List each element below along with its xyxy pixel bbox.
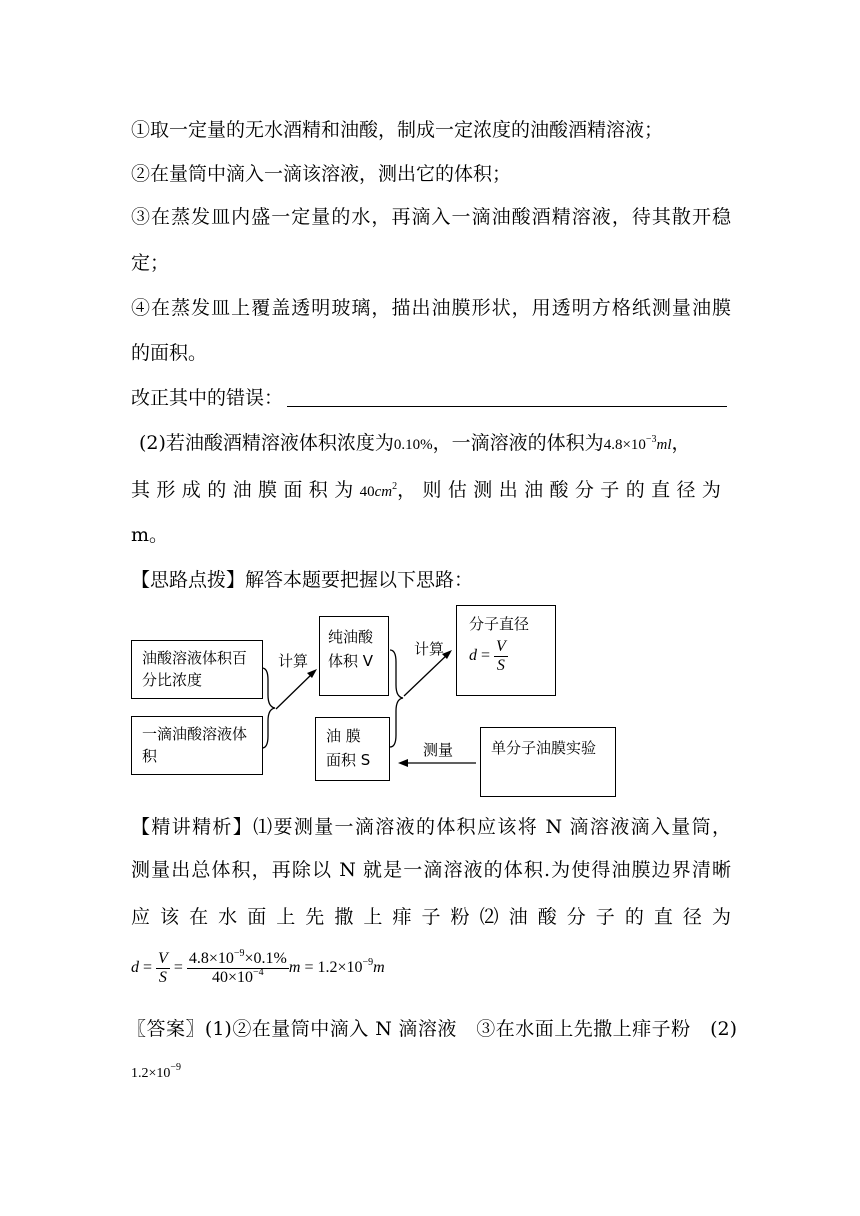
q2-end: ， [671,432,691,454]
hint-heading: 【思路点拨】解答本题要把握以下思路： [131,569,474,591]
step-2: ②在量筒中滴入一滴该溶液，测出它的体积； [131,163,512,185]
q2-volume-exp: −3 [645,434,657,445]
box-percent-concentration: 油酸溶液体积百分比浓度 [131,640,263,699]
af-den-exp: −4 [253,967,264,978]
answer-value [131,1062,182,1082]
answer-value-base: 1.2×10 [131,1066,171,1081]
box-molecule-diameter [456,605,556,696]
analysis-line-2: 测量出总体积，再除以 N 就是一滴溶液的体积.为使得油膜边界清晰 [131,859,731,881]
af-unit-1: m [288,959,301,977]
formula-denominator: S [496,657,505,674]
af-v: V [158,950,168,967]
af-result-exp: −9 [362,957,374,969]
diameter-formula: d = $\frac{V}{S}$ [469,638,506,674]
answer-line: 〖答案〗(1)②在量筒中滴入 N 滴溶液 ③在水面上先撒上痱子粉 (2) [127,1018,737,1040]
q2-volume-unit: ml [656,437,672,453]
formula-numerator: V [496,638,506,655]
box-monolayer-experiment: 单分子油膜实验 [480,727,616,797]
formula-d: d [469,647,477,665]
analysis-formula: d = $\frac{V}{S}$ = $\frac{4.8\times 10^{-9}\times 0.1\%}{40\times 10^{-4}}$ $m = 1.2\times 10^{-9}m$ [131,948,385,986]
af-value-fraction [187,950,289,987]
af-result: = 1.2×10 [304,959,363,977]
box-film-area: 油 膜 面积 S [315,717,390,781]
answer-value-exp: −9 [170,1062,182,1073]
brace-left [262,668,275,748]
af-num-base: 4.8×10 [188,950,234,967]
step-1: ①取一定量的无水酒精和油酸，制成一定浓度的油酸酒精溶液； [131,119,664,141]
q2-concentration: 0.10% [393,437,433,453]
diameter-title: 分子直径 [469,615,530,633]
af-unit-2: m [373,959,385,977]
label-measure: 测量 [423,741,454,759]
label-calc-1: 计算 [278,652,309,670]
af-numerator [187,950,289,969]
arrow-calc-2 [404,653,449,696]
q2-area-unit: cm [374,484,393,500]
q2-area: 40 [359,484,375,500]
af-den-base: 40×10 [212,969,254,986]
q2-prefix: (2)若油酸酒精溶液体积浓度为 [139,432,394,454]
analysis-line-3: 应该在水面上先撒上痱子粉⑵油酸分子的直径为 [131,906,731,928]
q2-mid: ，一滴溶液的体积为 [432,432,604,454]
question-2-line-3: m。 [131,524,169,546]
q2-area-exp: 2 [392,481,398,492]
brace-right [390,650,403,747]
step-3-line-2: 定； [131,252,170,274]
af-denominator [187,969,289,987]
af-d: d [131,959,139,977]
analysis-line-1: 【精讲精析】⑴要测量一滴溶液的体积应该将 N 滴溶液滴入量筒， [131,816,731,838]
af-num-exp: −9 [233,948,245,959]
arrow-calc-1 [276,672,314,709]
label-calc-2: 计算 [414,640,445,658]
af-num-tail: ×0.1% [244,950,287,967]
correction-label: 改正其中的错误： [131,387,284,409]
step-4-line-2: 的面积。 [131,342,208,364]
af-s: S [158,969,167,986]
q2-b-prefix: 其形成的油膜面积为 [131,479,360,501]
arrow-measure-head [398,759,408,767]
af-vs-fraction [156,950,170,987]
q2-b-suffix: ，则估测出油酸分子的直径为 [397,479,728,501]
formula-fraction [494,638,508,675]
q2-volume: 4.8×10 [603,437,646,453]
box-drop-volume: 一滴油酸溶液体积 [131,716,263,775]
step-4-line-1: ④在蒸发皿上覆盖透明玻璃，描出油膜形状，用透明方格纸测量油膜 [131,297,731,319]
step-3-line-1: ③在蒸发皿内盛一定量的水，再滴入一滴油酸酒精溶液，待其散开稳 [131,206,731,228]
box-pure-oleic-volume: 纯油酸体积 V [319,616,389,696]
